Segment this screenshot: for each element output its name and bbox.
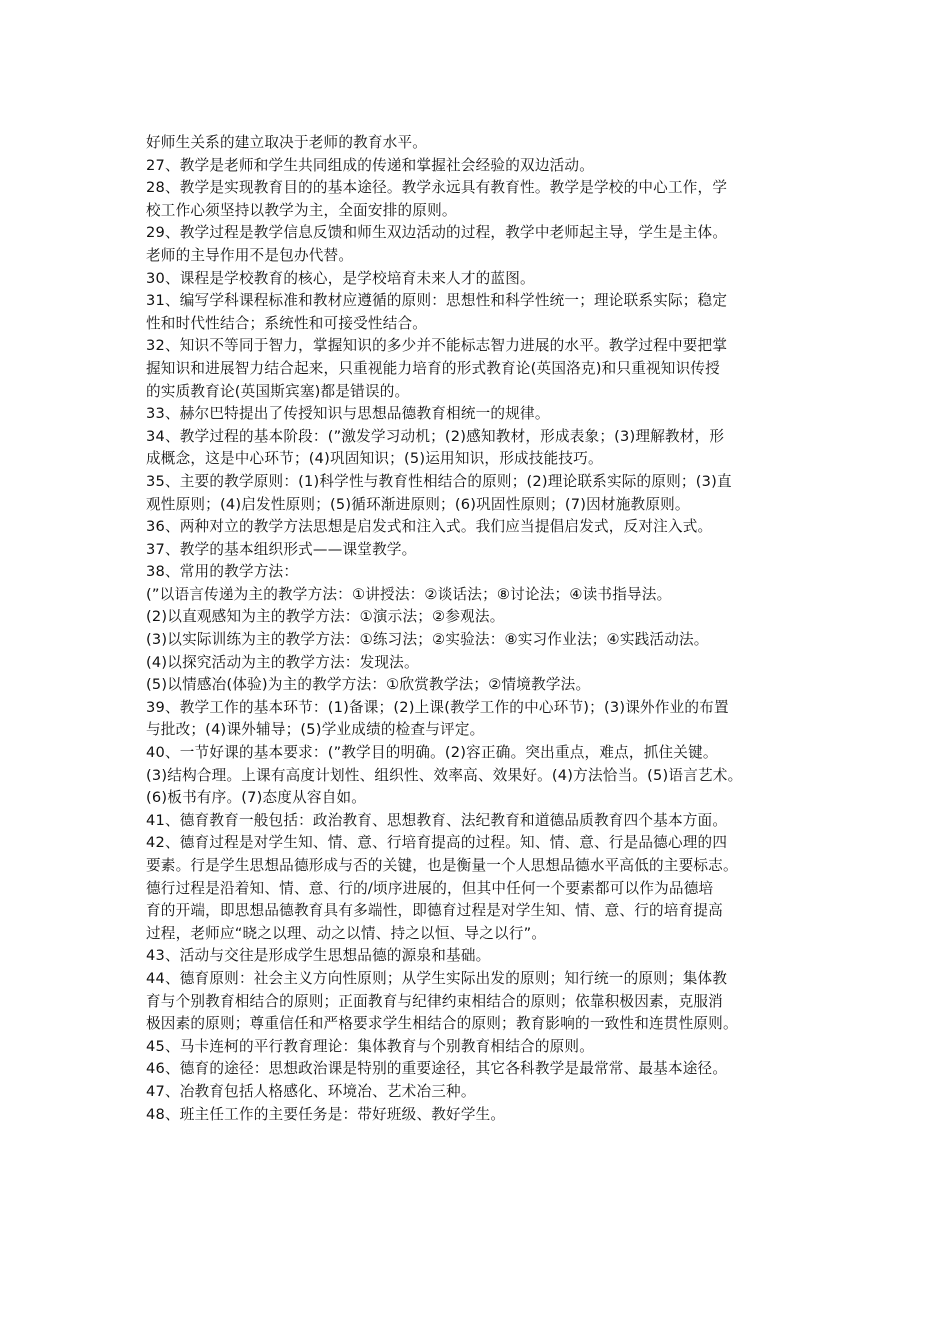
- text-line: 与批改；(4)课外辅导；(5)学业成绩的检查与评定。: [146, 721, 485, 739]
- text-line: 育与个别教育相结合的原则；正面教育与纪律约束相结合的原则；依靠积极因素，克服消: [146, 992, 723, 1010]
- text-line: 45、马卡连柯的平行教育理论：集体教育与个别教育相结合的原则。: [146, 1037, 594, 1055]
- text-line: (2)以直观感知为主的教学方法：①演示法；②参观法。: [146, 608, 505, 626]
- text-line: 好师生关系的建立取决于老师的教育水平。: [146, 134, 428, 151]
- text-line: 41、德育教育一般包括：政治教育、思想教育、法纪教育和道德品质教育四个基本方面。: [146, 811, 728, 829]
- text-line: 46、德育的途径：思想政治课是特别的重要途径，其它各科教学是最常常、最基本途径。: [146, 1060, 728, 1078]
- text-line: 27、教学是老师和学生共同组成的传递和掌握社会经验的双边活动。: [146, 156, 594, 174]
- text-line: 43、活动与交往是形成学生思想品德的源泉和基础。: [146, 947, 491, 965]
- text-line: 34、教学过程的基本阶段：(”激发学习动机；(2)感知教材，形成表象；(3)理解教材，形: [146, 427, 725, 445]
- text-line: 成概念，这是中心环节；(4)巩固知识；(5)运用知识，形成技能技巧。: [146, 450, 603, 468]
- text-line: 48、班主任工作的主要任务是：带好班级、教好学生。: [146, 1105, 506, 1123]
- text-line: 观性原则；(4)启发性原则；(5)循环渐进原则；(6)巩固性原则；(7)因材施教原则。: [146, 495, 690, 513]
- text-line: 37、教学的基本组织形式——课堂教学。: [146, 540, 417, 558]
- text-line: 35、主要的教学原则：(1)科学性与教育性相结合的原则；(2)理论联系实际的原则；(3)直: [146, 472, 732, 490]
- text-line: 性和时代性结合；系统性和可接受性结合。: [146, 314, 428, 332]
- text-line: 44、德育原则：社会主义方向性原则；从学生实际出发的原则；知行统一的原则；集体教: [146, 969, 728, 987]
- text-line: 育的开端，即思想品德教育具有多端性，即德育过程是对学生知、情、意、行的培育提高: [146, 902, 723, 920]
- text-line: 28、教学是实现教育目的的基本途径。教学永远具有教育性。教学是学校的中心工作，学: [146, 179, 728, 197]
- text-line: 30、课程是学校教育的核心，是学校培育未来人才的蓝图。: [146, 269, 535, 287]
- text-line: 握知识和进展智力结合起来，只重视能力培育的形式教育论(英国洛克)和只重视知识传授: [146, 359, 720, 377]
- text-line: 的实质教育论(英国斯宾塞)都是错误的。: [146, 382, 410, 400]
- text-line: 极因素的原则；尊重信任和严格要求学生相结合的原则；教育影响的一致性和连贯性原则。: [146, 1015, 738, 1033]
- text-line: 要素。行是学生思想品德形成与否的关键，也是衡量一个人思想品德水平高低的主要标志。: [146, 857, 738, 874]
- text-line: 德行过程是沿着知、情、意、行的/顷序进展的，但其中任何一个要素都可以作为品德培: [146, 879, 714, 897]
- text-line: 32、知识不等同于智力，掌握知识的多少并不能标志智力进展的水平。教学过程中要把掌: [146, 337, 728, 355]
- text-line: (5)以情感冶(体验)为主的教学方法：①欣赏教学法；②情境教学法。: [146, 676, 591, 694]
- text-line: 校工作心须坚持以教学为主，全面安排的原则。: [146, 201, 457, 219]
- text-line: 老师的主导作用不是包办代替。: [146, 246, 354, 264]
- text-line: 36、两种对立的教学方法思想是启发式和注入式。我们应当提倡启发式，反对注入式。: [146, 518, 713, 536]
- text-line: 42、德育过程是对学生知、情、意、行培育提高的过程。知、情、意、行是品德心理的四: [146, 834, 728, 852]
- text-line: 过程，老师应“晓之以理、动之以情、持之以恒、导之以行”。: [146, 924, 547, 942]
- text-line: 39、教学工作的基本环节：(1)备课；(2)上课(教学工作的中心环节)；(3)课外作业的布置: [146, 698, 729, 716]
- text-line: 40、一节好课的基本要求：(”教学目的明确。(2)容正确。突出重点，难点，抓住关键。: [146, 744, 718, 762]
- text-line: (3)结构合理。上课有高度计划性、组织性、效率高、效果好。(4)方法恰当。(5)语言艺术。: [146, 766, 743, 784]
- document-body: [146, 132, 818, 1126]
- text-line: 33、赫尔巴特提出了传授知识与思想品德教育相统一的规律。: [146, 405, 550, 423]
- text-line: (4)以探究活动为主的教学方法：发现法。: [146, 653, 419, 671]
- text-line: 47、冶教育包括人格感化、环境冶、艺术冶三种。: [146, 1082, 476, 1100]
- text-line: 38、常用的教学方法：: [146, 563, 299, 581]
- text-line: (”以语言传递为主的教学方法：①讲授法：②谈话法；⑧讨论法；④读书指导法。: [146, 585, 672, 603]
- text-line: 31、编写学科课程标准和教材应遵循的原则：思想性和科学性统一；理论联系实际；稳定: [146, 292, 728, 310]
- text-line: (6)板书有序。(7)态度从容自如。: [146, 789, 367, 807]
- text-line: 29、教学过程是教学信息反馈和师生双边活动的过程，教学中老师起主导，学生是主体。: [146, 224, 728, 242]
- text-line: (3)以实际训练为主的教学方法：①练习法；②实验法：⑧实习作业法；④实践活动法。: [146, 631, 709, 649]
